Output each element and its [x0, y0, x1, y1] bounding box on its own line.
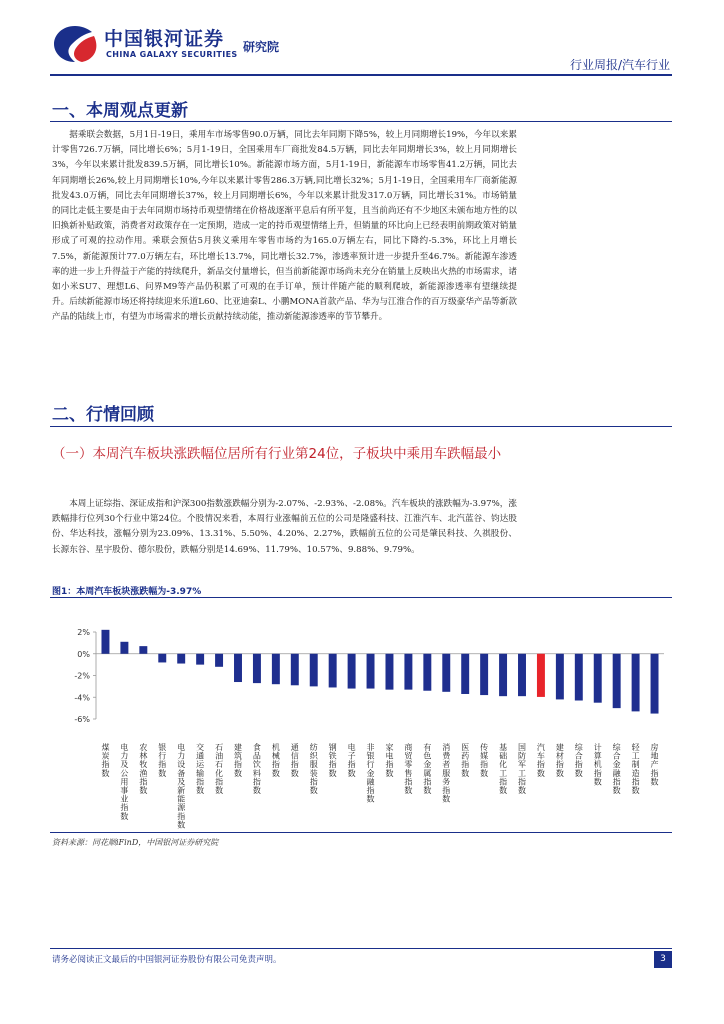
category-label: 电力设备及新能源指数 [177, 743, 186, 830]
section-2-subtitle: （一）本周汽车板块涨跌幅位居所有行业第24位，子板块中乘用车跌幅最小 [52, 446, 502, 462]
header-divider [50, 74, 672, 76]
bar-13 [329, 654, 337, 688]
figure-bottom-divider [50, 832, 672, 833]
section-2-title: 二、行情回顾 [52, 405, 154, 425]
category-label: 房地产指数 [650, 743, 659, 787]
figure-source: 资料来源：同花顺iFinD，中国银河证券研究院 [52, 838, 219, 847]
category-label: 轻工制造指数 [631, 743, 640, 795]
bar-8 [234, 654, 242, 682]
bar-27 [594, 654, 602, 703]
category-label: 建筑指数 [234, 743, 242, 778]
category-label: 交通运输指数 [196, 743, 205, 795]
bar-15 [367, 654, 375, 689]
category-label: 食品饮料指数 [252, 743, 261, 795]
bar-23 [518, 654, 526, 696]
bar-16 [385, 654, 393, 690]
bar-2 [120, 642, 128, 654]
category-label: 家电指数 [385, 743, 394, 778]
footer-divider [50, 948, 672, 949]
sector-return-bar-chart [52, 598, 672, 830]
bar-28 [613, 654, 621, 708]
category-label: 综合金融指数 [612, 743, 621, 795]
category-label: 通信指数 [290, 743, 299, 778]
category-label: 农林牧渔指数 [139, 743, 148, 795]
bar-26 [575, 654, 583, 701]
category-label: 医药指数 [461, 743, 470, 778]
company-logo-icon [50, 22, 100, 66]
category-label: 传媒指数 [480, 743, 489, 778]
brand-name-english: CHINA GALAXY SECURITIES [106, 50, 238, 59]
institute-label: 研究院 [243, 40, 280, 54]
bar-10 [272, 654, 280, 684]
bar-4 [158, 654, 166, 663]
bar-19 [442, 654, 450, 692]
brand-name-chinese: 中国银河证券 [104, 28, 225, 50]
bar-12 [310, 654, 318, 687]
bar-6 [196, 654, 204, 665]
category-label: 汽车指数 [536, 743, 545, 778]
category-label: 机械指数 [271, 743, 280, 778]
category-label: 电子指数 [347, 743, 356, 778]
report-type-label: 行业周报/汽车行业 [569, 58, 670, 72]
bar-22 [499, 654, 507, 696]
bar-14 [348, 654, 356, 689]
bar-30 [651, 654, 659, 714]
category-label: 电力及公用事业指数 [120, 743, 129, 821]
bar-17 [404, 654, 412, 690]
y-tick-label: -2% [74, 671, 90, 681]
category-label: 商贸零售指数 [404, 743, 413, 795]
section-1-title: 一、本周观点更新 [52, 101, 188, 121]
section-1-divider [50, 121, 672, 122]
y-tick-label: 0% [77, 649, 90, 659]
category-label: 非银行金融指数 [366, 743, 375, 804]
bar-5 [177, 654, 185, 664]
category-label: 有色金属指数 [423, 743, 432, 795]
y-tick-label: -4% [74, 693, 90, 703]
y-tick-label: 2% [77, 628, 90, 637]
bar-7 [215, 654, 223, 667]
bar-21 [480, 654, 488, 695]
bar-20 [461, 654, 469, 694]
bar-18 [423, 654, 431, 691]
y-tick-label: -6% [74, 715, 90, 724]
section-1-paragraph: 据乘联会数据，5月1日-19日，乘用车市场零售90.0万辆，同比去年同期下降5%，较上月同期增长19%，今年以来累计零售726.7万辆，同比增长6%；5月1-19日，全国乘用车厂商批发84.5万辆，同比去年同期增长3%，较上月同期增长3%，今年以来累计批发839.5万辆，同比增长10%。新能源市场方面，5月1-19日，新能源车市场零售41.2万辆，同比去年同期增长26%,较上月同期增长10%,今年以来累计零售286.3万辆,同比增长32%；5月1-19日，全国乘用车厂商新能源批发43.0万辆，同比去年同期增长37%，较上月同期增长6%，今年以来累计批发317.0万辆，同比增长31%。市场销量的同比走低主要是由于去年同期市场持币观望情绪在价格战逐渐平息后有所平复，且当前尚还有不少地区未颁布地方性的以旧换新补贴政策，消费者对政策存在一定预期，造成一定的持币观望情绪上升，但销量的环比向上已经表明前期政策对销量形成了可观的拉动作用。乘联会预估5月狭义乘用车零售市场约为165.0万辆左右，同比下降约-5.3%，环比上月增长7.5%，新能源预计77.0万辆左右，环比增长13.7%，同比增长32.7%，渗透率预计进一步提升至46.7%。新能源车渗透率的进一步上升得益于产能的持续爬升，新品交付量增长，但当前新能源市场尚未充分在销量上反映出火热的市场需求，诸如小米SU7、理想L6、问界M9等产品仍积累了可观的在手订单，预计伴随产能的顺利爬坡，新能源渗透率有望继续提升。后续新能源市场还将持续迎来乐道L60、比亚迪秦L、小鹏MONA首款产品、华为与江淮合作的百万级豪华产品等新款产品的陆续上市，有望为市场需求的增长贡献持续动能，推动新能源渗透率的节节攀升。 [52, 130, 517, 323]
category-label: 国防军工指数 [518, 743, 526, 795]
section-2-divider [50, 426, 672, 427]
category-label: 消费者服务指数 [442, 743, 451, 804]
category-label: 计算机指数 [593, 743, 602, 787]
page-number: 3 [654, 951, 672, 968]
bar-25 [556, 654, 564, 700]
bar-29 [632, 654, 640, 712]
category-label: 综合指数 [574, 743, 583, 778]
category-label: 纺织服装指数 [309, 743, 318, 795]
bar-3 [139, 646, 147, 654]
category-label: 建材指数 [555, 743, 564, 778]
category-label: 石油石化指数 [215, 743, 224, 795]
footer-disclaimer: 请务必阅读正文最后的中国银河证券股份有限公司免责声明。 [52, 955, 282, 965]
category-label: 基础化工指数 [499, 743, 508, 795]
bar-1 [101, 630, 109, 654]
figure-caption: 图1：本周汽车板块涨跌幅为-3.97% [52, 587, 202, 597]
section-2-paragraph: 本周上证综指、深证成指和沪深300指数涨跌幅分别为-2.07%、-2.93%、-2.08%。汽车板块的涨跌幅为-3.97%，涨跌幅排行位列30个行业中第24位。个股情况来看，本周行业涨幅前五位的公司是隆盛科技、江淮汽车、北汽蓝谷、钧达股份、华达科技，涨幅分别为23.09%、13.31%、5.50%、4.20%、2.27%，跌幅前五位的公司是肇民科技、久祺股份、长源东谷、星宇股份、德尔股份，跌幅分别是14.69%、11.79%、10.57%、9.88%、9.79%。 [52, 499, 517, 555]
bar-9 [253, 654, 261, 683]
category-label: 煤炭指数 [101, 743, 110, 778]
category-label: 银行指数 [158, 743, 167, 778]
bar-24 [537, 654, 545, 697]
category-label: 钢铁指数 [328, 743, 337, 778]
bar-11 [291, 654, 299, 686]
